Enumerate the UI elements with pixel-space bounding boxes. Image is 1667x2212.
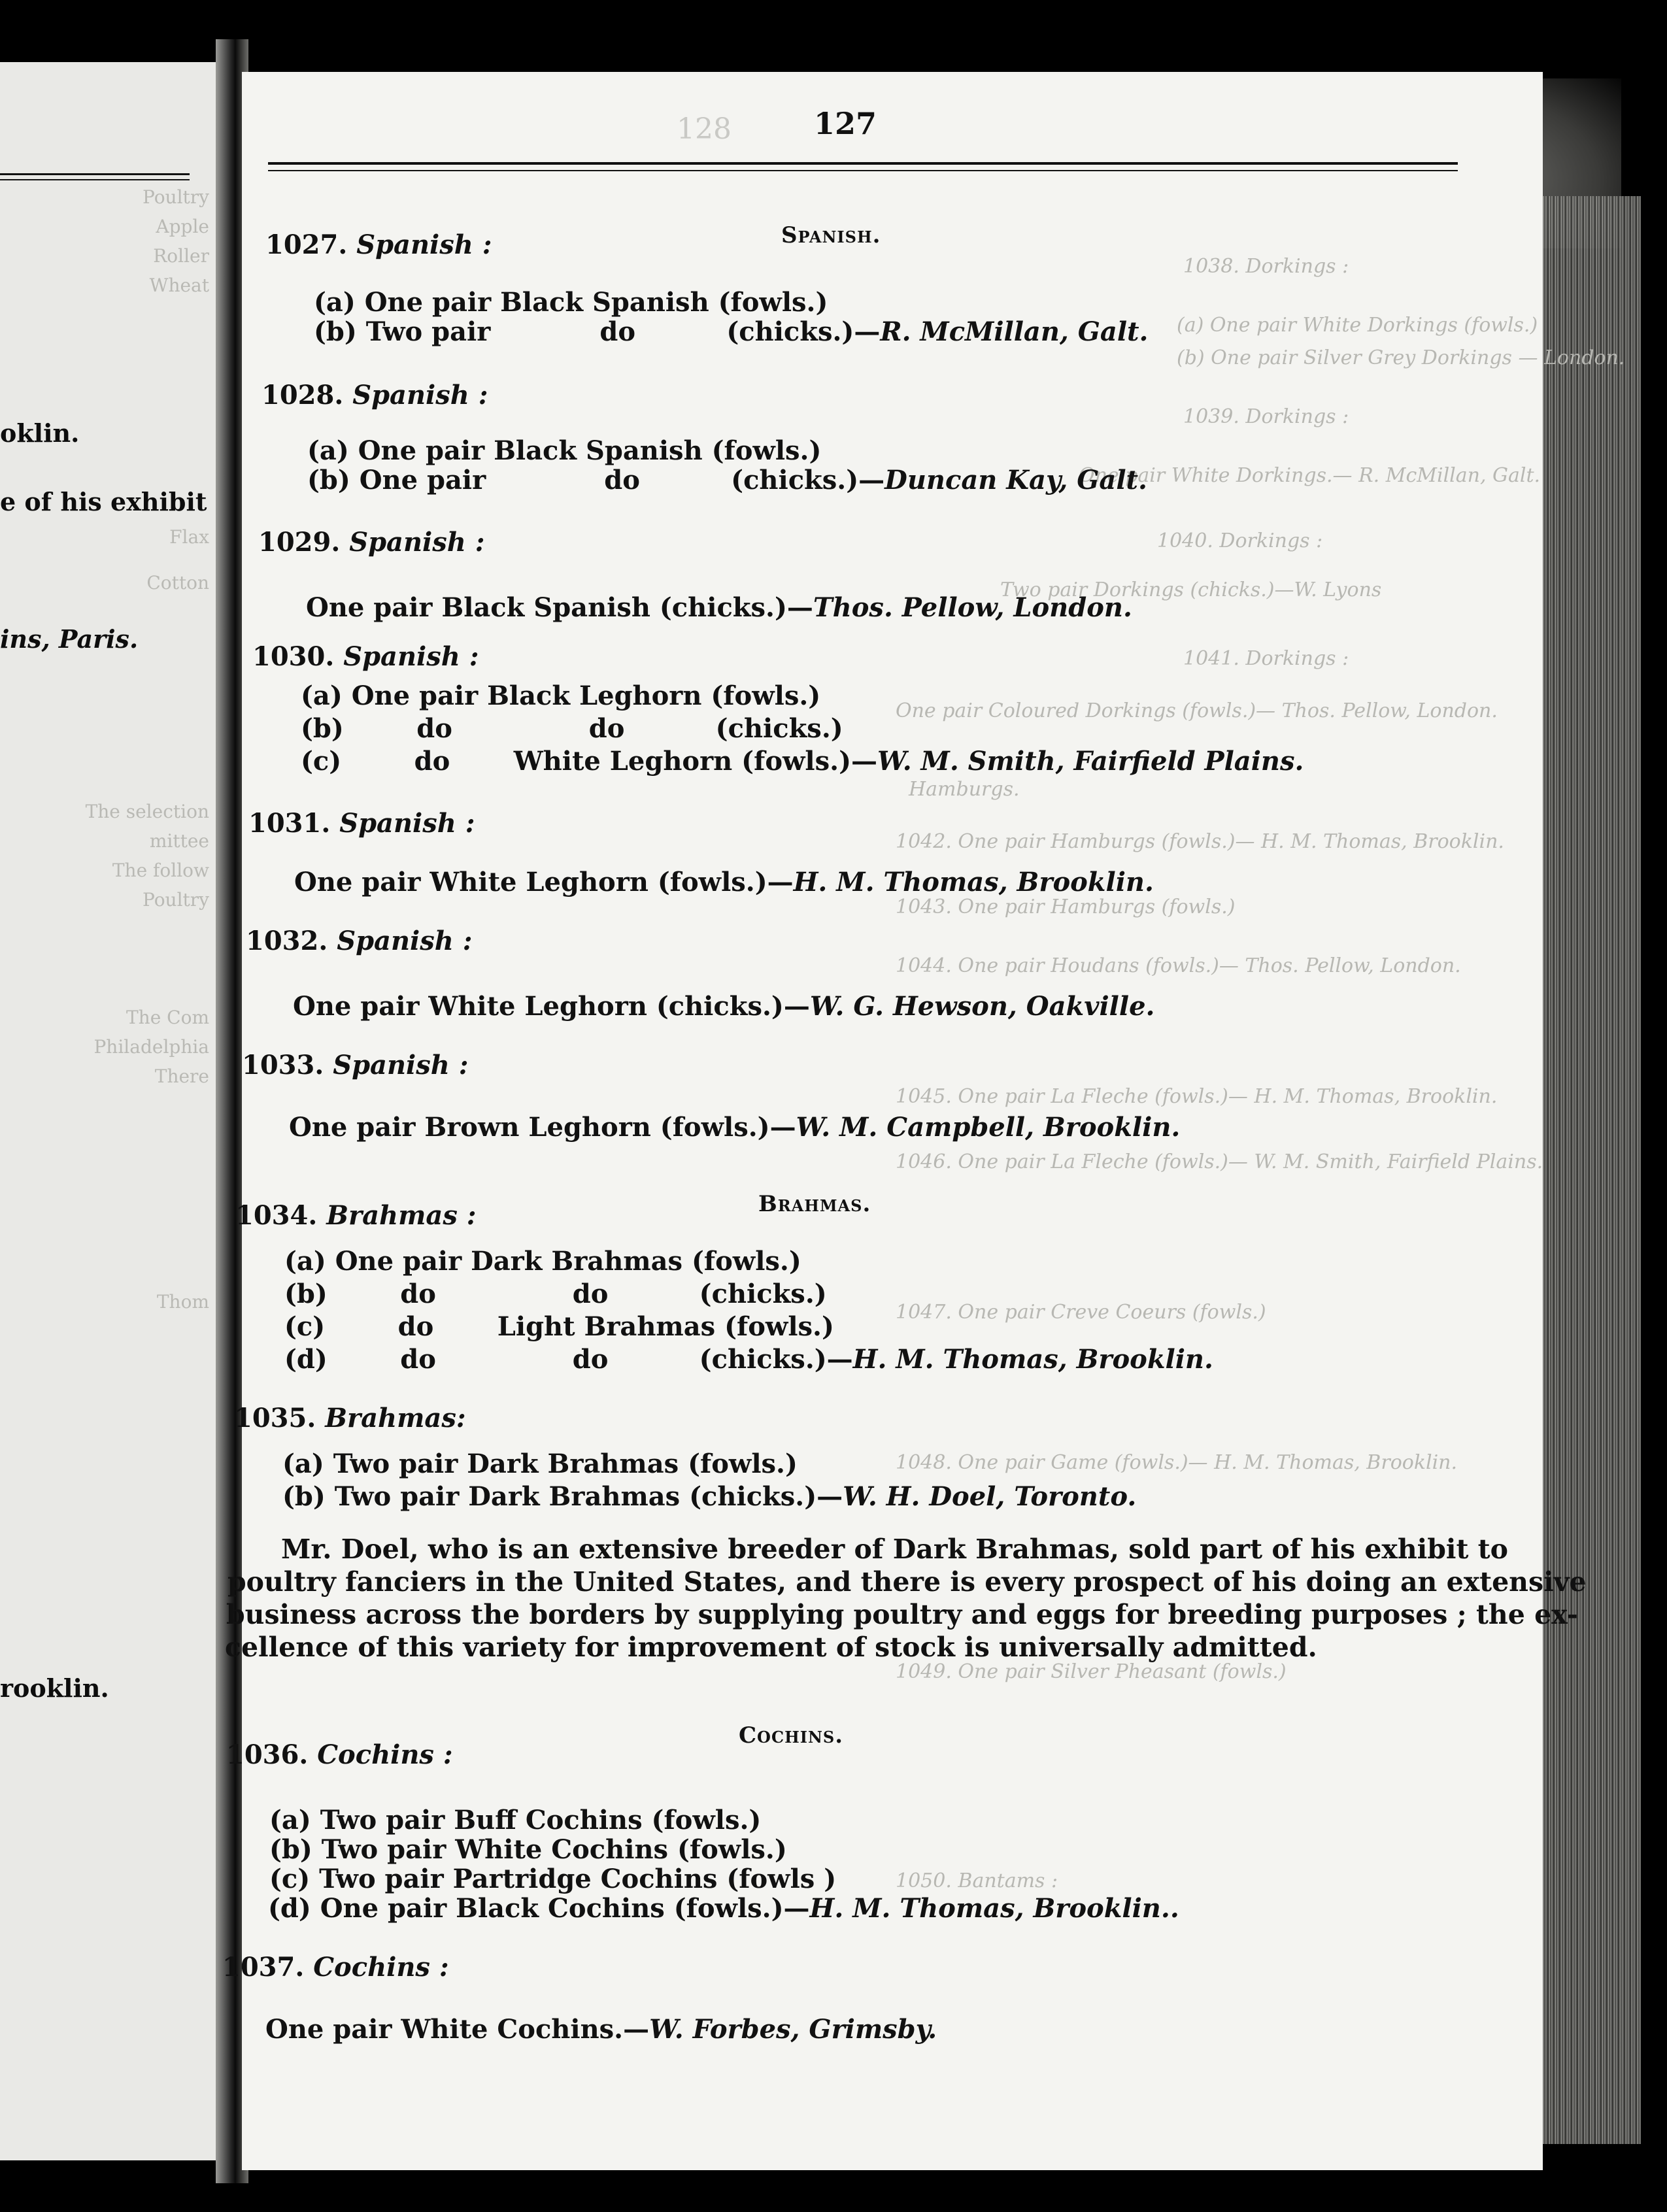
entry-line-text: (b) Two pair do (chicks.)— (314, 316, 881, 347)
entry-title: Spanish : (352, 380, 488, 411)
entry-number: 1029. (258, 527, 341, 558)
note-paragraph-line: business across the borders by supplying poultry and eggs for breeding purposes ; the ex- (226, 1599, 1578, 1630)
ghost-line: 1044. One pair Houdans (fowls.)— Thos. Pellow, London. (896, 954, 1461, 977)
section-heading-brahmas: Brahmas. (758, 1191, 871, 1217)
note-paragraph-line: cellence of this variety for improvement of stock is universally admitted. (225, 1632, 1317, 1663)
entry-number: 1034. (235, 1200, 318, 1231)
entry-line-text: (b) One pair do (chicks.)— (307, 465, 885, 495)
entry-title: Cochins : (317, 1739, 453, 1770)
exhibitor-name: W. M. Smith, Fairfield Plains. (877, 746, 1304, 777)
entry-number: 1027. (265, 229, 348, 260)
entry-line: (a) One pair Dark Brahmas (fowls.) (284, 1246, 801, 1277)
left-ghost-line: Thom (156, 1291, 209, 1313)
page-number: 127 (814, 106, 877, 141)
left-ghost-line: The Com (126, 1007, 209, 1028)
entry-line-text: (d) do do (chicks.)— (284, 1344, 853, 1375)
entry-line (282, 1481, 1137, 1512)
entry-line: (a) One pair Black Spanish (fowls.) (314, 287, 828, 318)
left-ghost-line: Wheat (149, 275, 209, 296)
entry-line: (b) do do (chicks.) (284, 1279, 827, 1309)
ghost-line: 1050. Bantams : (896, 1869, 1058, 1892)
entry-line: (a) One pair Black Spanish (fowls.) (307, 435, 822, 466)
header-rule (268, 162, 1458, 171)
entry-heading (252, 641, 479, 672)
entry-line: (a) Two pair Buff Cochins (fowls.) (269, 1805, 762, 1835)
entry-heading (248, 808, 475, 839)
left-ghost-line: Poultry (142, 889, 209, 911)
entry-line (306, 592, 1132, 623)
entry-line (284, 1344, 1213, 1375)
left-ghost-line: Flax (169, 526, 209, 548)
section-heading-cochins: Cochins. (739, 1722, 844, 1749)
ghost-line: 1045. One pair La Fleche (fowls.)— H. M. Thomas, Brooklin. (896, 1085, 1498, 1108)
exhibitor-name: H. M. Thomas, Brooklin.. (809, 1893, 1179, 1924)
ghost-line: (b) One pair Silver Grey Dorkings — London. (1177, 346, 1625, 369)
ghost-line: 1038. Dorkings : (1183, 255, 1349, 278)
entry-title: Brahmas: (325, 1403, 466, 1433)
ghost-line: (a) One pair White Dorkings (fowls.) (1177, 314, 1538, 337)
entry-heading (234, 1405, 466, 1432)
entry-title: Spanish : (339, 808, 475, 839)
ghost-line: 1047. One pair Creve Coeurs (fowls.) (896, 1301, 1266, 1324)
entry-line (265, 2014, 937, 2045)
entry-heading (258, 529, 485, 556)
exhibitor-name: Thos. Pellow, London. (813, 592, 1132, 623)
left-fragment: oklin. (0, 418, 80, 448)
entry-line-text: (c) do White Leghorn (fowls.)— (301, 746, 877, 777)
entry-title: Spanish : (343, 641, 479, 672)
entry-line (307, 467, 1147, 494)
left-fragment: rooklin. (0, 1673, 109, 1703)
entry-line (314, 316, 1149, 347)
left-ghost-line: The follow (112, 860, 209, 881)
entry-number: 1036. (226, 1739, 309, 1770)
ghost-page-number: 128 (677, 112, 732, 146)
entry-title: Brahmas : (326, 1200, 477, 1231)
ghost-line: Hamburgs. (909, 778, 1020, 801)
exhibitor-name: Duncan Kay, Galt. (884, 465, 1147, 495)
entry-line-text: (d) One pair Black Cochins (fowls.)— (268, 1893, 810, 1924)
entry-heading (265, 229, 492, 260)
ghost-line: One pair Coloured Dorkings (fowls.)— Thos. Pellow, London. (896, 699, 1498, 722)
entry-title: Cochins : (313, 1952, 449, 1983)
note-paragraph-line: poultry fanciers in the United States, and there is every prospect of his doing an extensive (227, 1566, 1587, 1598)
main-page (222, 72, 1625, 2170)
ghost-line: 1049. One pair Silver Pheasant (fowls.) (896, 1660, 1287, 1683)
entry-number: 1037. (222, 1952, 305, 1983)
entry-line (293, 991, 1155, 1022)
exhibitor-name: H. M. Thomas, Brooklin. (852, 1344, 1213, 1375)
entry-heading (242, 1052, 469, 1079)
entry-line (289, 1114, 1180, 1141)
entry-heading (226, 1739, 453, 1770)
entry-line-text: One pair Brown Leghorn (fowls.)— (289, 1112, 796, 1143)
entry-line-text: One pair White Leghorn (chicks.)— (293, 991, 810, 1022)
ghost-line: 1043. One pair Hamburgs (fowls.) (896, 896, 1236, 918)
entry-number: 1032. (246, 926, 328, 956)
left-ghost-line: Poultry (142, 186, 209, 208)
ghost-line: 1042. One pair Hamburgs (fowls.)— H. M. Thomas, Brooklin. (896, 830, 1504, 853)
exhibitor-name: H. M. Thomas, Brooklin. (793, 867, 1154, 897)
left-fragment: ins, Paris. (0, 624, 139, 654)
ghost-line: One pair White Dorkings.— R. McMillan, Galt. (1079, 464, 1541, 487)
entry-line (294, 869, 1154, 896)
section-heading-spanish: Spanish. (781, 222, 881, 248)
exhibitor-name: W. G. Hewson, Oakville. (809, 991, 1155, 1022)
entry-line: (b) Two pair White Cochins (fowls.) (269, 1834, 787, 1865)
left-fragment: e of his exhibit (0, 487, 207, 516)
ghost-line: 1046. One pair La Fleche (fowls.)— W. M. Smith, Fairfield Plains. (896, 1150, 1543, 1173)
ghost-line: 1048. One pair Game (fowls.)— H. M. Thomas, Brooklin. (896, 1451, 1458, 1474)
entry-title: Spanish : (337, 926, 473, 956)
entry-line: (a) Two pair Dark Brahmas (fowls.) (282, 1449, 798, 1479)
left-ghost-line: Apple (156, 216, 209, 237)
entry-title: Spanish : (349, 527, 485, 558)
entry-title: Spanish : (356, 229, 492, 260)
entry-heading (261, 382, 488, 409)
entry-number: 1031. (248, 808, 331, 839)
exhibitor-name: W. Forbes, Grimsby. (649, 2014, 937, 2045)
entry-line (301, 748, 1304, 775)
entry-line: (a) One pair Black Leghorn (fowls.) (301, 680, 821, 711)
entry-number: 1028. (261, 380, 344, 411)
entry-title: Spanish : (333, 1050, 469, 1081)
ghost-line: 1040. Dorkings : (1157, 529, 1323, 552)
entry-line: (c) Two pair Partridge Cochins (fowls ) (269, 1864, 837, 1894)
left-ghost-line: mittee (149, 830, 209, 852)
left-ghost-line: There (154, 1065, 209, 1087)
ghost-line: 1039. Dorkings : (1183, 405, 1349, 428)
entry-heading (246, 928, 473, 954)
exhibitor-name: W. M. Campbell, Brooklin. (796, 1112, 1181, 1143)
left-ghost-line: Philadelphia (93, 1036, 209, 1058)
entry-line-text: One pair White Cochins.— (265, 2014, 650, 2045)
left-ghost-line: Roller (153, 245, 209, 267)
left-facing-page (0, 62, 216, 2160)
note-paragraph-line: Mr. Doel, who is an extensive breeder of Dark Brahmas, sold part of his exhibit to (281, 1533, 1508, 1565)
entry-number: 1033. (242, 1050, 324, 1081)
ghost-line: Two pair Dorkings (chicks.)—W. Lyons (1000, 578, 1382, 601)
left-page-rule (0, 173, 190, 180)
entry-heading (222, 1954, 449, 1981)
ghost-line: 1041. Dorkings : (1183, 647, 1349, 670)
exhibitor-name: R. McMillan, Galt. (880, 316, 1149, 347)
entry-number: 1030. (252, 641, 335, 672)
entry-heading (235, 1200, 477, 1231)
entry-line: (c) do Light Brahmas (fowls.) (284, 1311, 834, 1342)
entry-line: (b) do do (chicks.) (301, 713, 843, 744)
entry-line-text: One pair White Leghorn (fowls.)— (294, 867, 794, 897)
exhibitor-name: W. H. Doel, Toronto. (843, 1481, 1137, 1512)
entry-line-text: One pair Black Spanish (chicks.)— (306, 592, 813, 623)
entry-line-text: (b) Two pair Dark Brahmas (chicks.)— (282, 1481, 843, 1512)
left-ghost-line: Cotton (146, 572, 209, 594)
left-ghost-line: The selection (85, 801, 209, 822)
entry-line (268, 1893, 1179, 1924)
entry-number: 1035. (234, 1403, 316, 1433)
